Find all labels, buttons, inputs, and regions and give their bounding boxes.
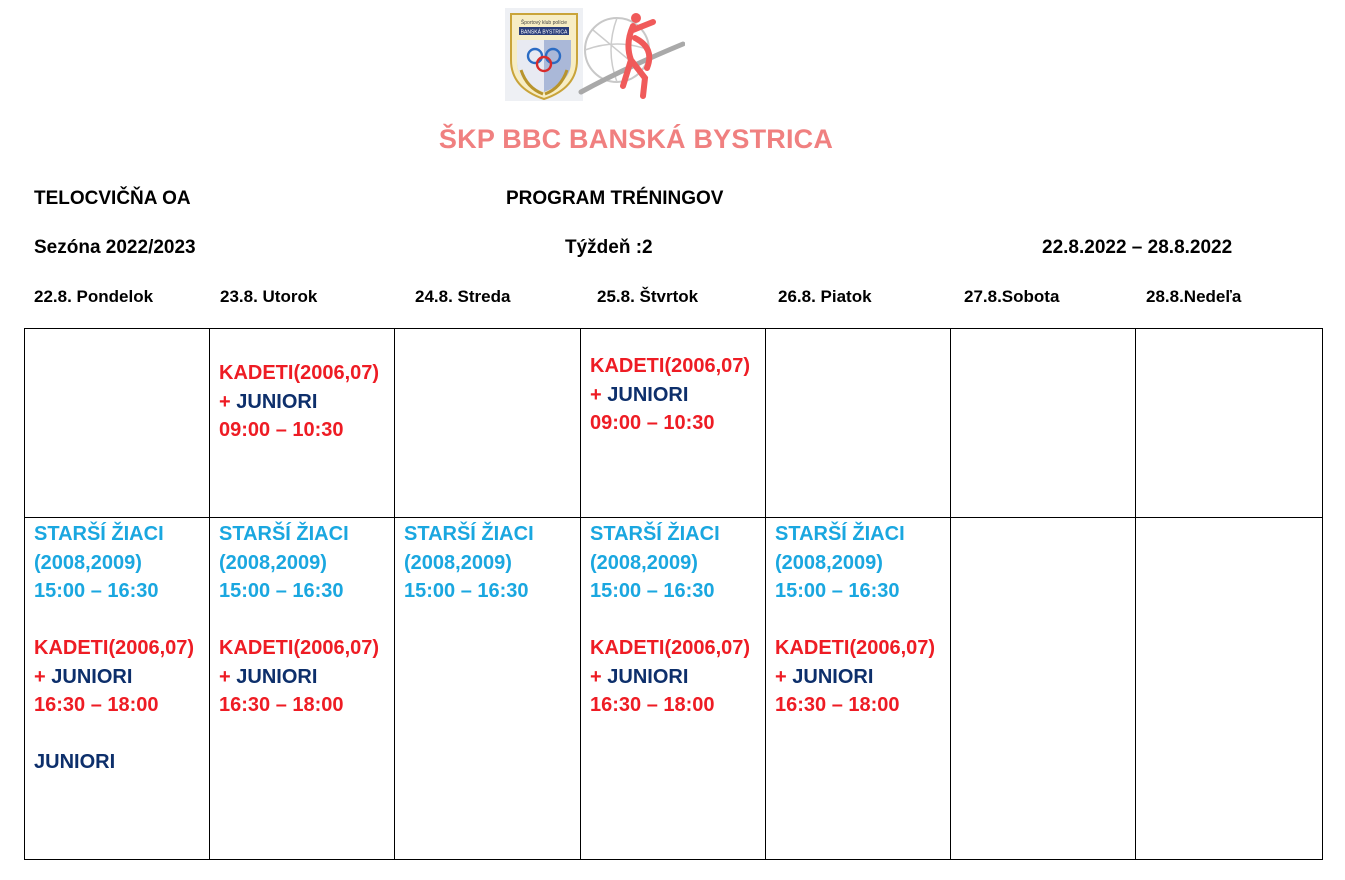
- starsi-ziaci-label: STARŠÍ ŽIACI: [590, 523, 720, 545]
- cell-sun-morning: [1136, 329, 1323, 518]
- club-logos: [505, 8, 685, 102]
- svg-text:Športový klub polície: Športový klub polície: [520, 20, 568, 26]
- time-slot: 16:30 – 18:00: [219, 694, 344, 716]
- juniori-label: JUNIORI: [236, 390, 318, 413]
- day-sunday: 28.8.Nedeľa: [1146, 287, 1242, 306]
- plus-sign: +: [34, 665, 46, 688]
- juniori-label: JUNIORI: [792, 665, 874, 688]
- date-range: 22.8.2022 – 28.8.2022: [1042, 237, 1233, 258]
- juniori-label: JUNIORI: [51, 665, 133, 688]
- cell-wed-morning: [395, 329, 581, 518]
- cell-tue-morning: [210, 329, 395, 518]
- time-slot: 09:00 – 10:30: [219, 419, 344, 441]
- cell-thu-afternoon: [581, 518, 766, 860]
- cell-tue-afternoon: [210, 518, 395, 860]
- cell-fri-afternoon: [766, 518, 951, 860]
- juniori-label: JUNIORI: [607, 665, 689, 688]
- cell-mon-afternoon: [25, 518, 210, 860]
- cell-fri-morning: [766, 329, 951, 518]
- club-title: ŠKP BBC BANSKÁ BYSTRICA: [438, 124, 834, 154]
- starsi-ziaci-label: STARŠÍ ŽIACI: [34, 523, 164, 545]
- table-row-afternoon: [25, 518, 1323, 860]
- time-slot: 09:00 – 10:30: [590, 412, 715, 434]
- kadeti-label: KADETI(2006,07): [590, 355, 751, 377]
- program-title: PROGRAM TRÉNINGOV: [506, 188, 724, 209]
- day-tuesday: 23.8. Utorok: [220, 287, 318, 306]
- police-club-logo: [505, 8, 685, 102]
- time-slot: 15:00 – 16:30: [590, 580, 715, 602]
- starsi-ziaci-label: STARŠÍ ŽIACI: [219, 523, 349, 545]
- starsi-ziaci-years: (2008,2009): [34, 551, 142, 574]
- cell-sat-afternoon: [951, 518, 1136, 860]
- kadeti-label: KADETI(2006,07): [590, 637, 751, 659]
- kadeti-label: KADETI(2006,07): [34, 637, 195, 659]
- cell-mon-morning: [25, 329, 210, 518]
- table-row-morning: [25, 329, 1323, 518]
- day-saturday: 27.8.Sobota: [964, 287, 1060, 306]
- time-slot: 15:00 – 16:30: [219, 580, 344, 602]
- time-slot: 15:00 – 16:30: [775, 580, 900, 602]
- starsi-ziaci-years: (2008,2009): [404, 551, 512, 574]
- season-label: Sezóna 2022/2023: [34, 237, 196, 258]
- kadeti-label: KADETI(2006,07): [775, 637, 936, 659]
- day-monday: 22.8. Pondelok: [34, 287, 154, 306]
- time-slot: 16:30 – 18:00: [34, 694, 159, 716]
- time-slot: 16:30 – 18:00: [775, 694, 900, 716]
- cell-wed-afternoon: [395, 518, 581, 860]
- week-label: Týždeň :2: [565, 237, 653, 258]
- kadeti-label: KADETI(2006,07): [219, 362, 380, 384]
- cell-sat-morning: [951, 329, 1136, 518]
- juniori-label: JUNIORI: [236, 665, 318, 688]
- plus-sign: +: [219, 665, 231, 688]
- plus-sign: +: [219, 390, 231, 413]
- starsi-ziaci-years: (2008,2009): [775, 551, 883, 574]
- starsi-ziaci-label: STARŠÍ ŽIACI: [775, 523, 905, 545]
- time-slot: 15:00 – 16:30: [404, 580, 529, 602]
- day-friday: 26.8. Piatok: [778, 287, 872, 306]
- time-slot: 15:00 – 16:30: [34, 580, 159, 602]
- cell-sun-afternoon: [1136, 518, 1323, 860]
- day-wednesday: 24.8. Streda: [415, 287, 511, 306]
- schedule-table: [24, 328, 1323, 860]
- venue-label: TELOCVIČŇA OA: [34, 188, 191, 209]
- starsi-ziaci-label: STARŠÍ ŽIACI: [404, 523, 534, 545]
- svg-text:BANSKÁ BYSTRICA: BANSKÁ BYSTRICA: [520, 29, 568, 36]
- plus-sign: +: [590, 383, 602, 406]
- juniori-label: JUNIORI: [607, 383, 689, 406]
- plus-sign: +: [590, 665, 602, 688]
- kadeti-label: KADETI(2006,07): [219, 637, 380, 659]
- day-thursday: 25.8. Štvrtok: [597, 287, 699, 306]
- time-slot: 16:30 – 18:00: [590, 694, 715, 716]
- starsi-ziaci-years: (2008,2009): [590, 551, 698, 574]
- starsi-ziaci-years: (2008,2009): [219, 551, 327, 574]
- cell-thu-morning: [581, 329, 766, 518]
- plus-sign: +: [775, 665, 787, 688]
- juniori-standalone: JUNIORI: [34, 751, 116, 773]
